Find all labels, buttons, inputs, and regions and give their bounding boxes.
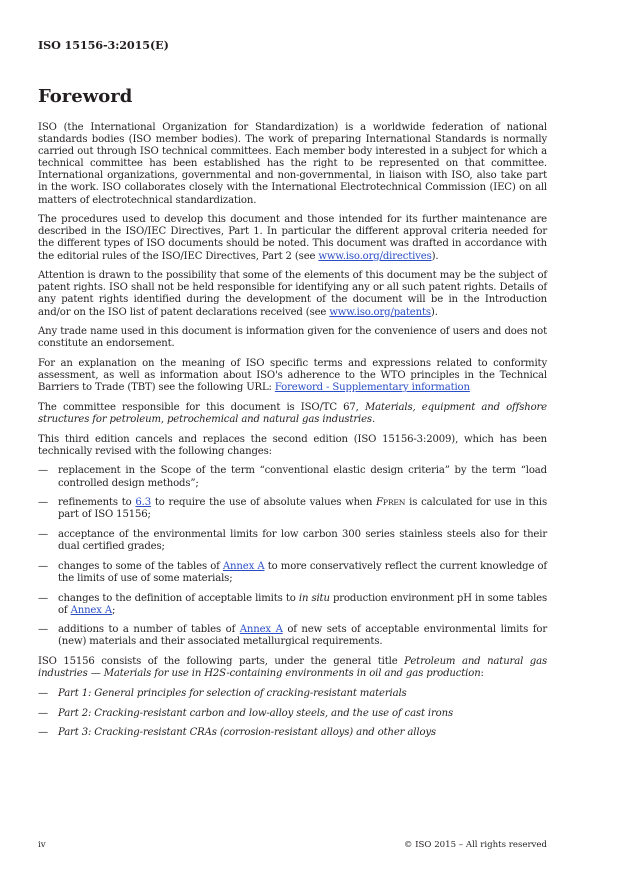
dash-bullet: — xyxy=(38,497,48,509)
paragraph-conformity: For an explanation on the meaning of ISO specific terms and expressions related to conformity assessment, as well as information about ISO's adherence to the WTO principles in the Technical Barriers to Trade (TBT) see the following URL: Foreword - Supplementary information xyxy=(38,357,547,394)
paragraph-patents: Attention is drawn to the possibility that some of the elements of this document may be the subject of patent rights. ISO shall not be held responsible for identifying any or all such patent rights. Details of any patent rights identified during the development of the document will be in the Introduction and/or on the ISO list of patent declarations received (see www.iso.org/patents). xyxy=(38,270,547,318)
paragraph-parts-intro: ISO 15156 consists of the following parts, under the general title Petroleum and natural gas industries — Materials for use in H2S-containing environments in oil and gas production: xyxy=(38,656,547,680)
paragraph-edition: This third edition cancels and replaces the second edition (ISO 15156-3:2009), which has been technically revised with the following changes: xyxy=(38,433,547,457)
paragraph-trade-name: Any trade name used in this document is information given for the convenience of users and does not constitute an endorsement. xyxy=(38,326,547,350)
dash-bullet: — xyxy=(38,624,48,636)
clause-6-3-link[interactable]: 6.3 xyxy=(135,497,152,509)
patents-link[interactable]: www.iso.org/patents xyxy=(329,306,431,318)
part-item: — Part 2: Cracking-resistant carbon and low-alloy steels, and the use of cast irons xyxy=(38,707,453,719)
dash-bullet: — xyxy=(38,560,48,572)
change-item: — refinements to 6.3 to require the use of absolute values when FPREN is calculated for use in this part of ISO 15156; xyxy=(38,497,547,521)
annex-a-link[interactable]: Annex A xyxy=(222,560,265,572)
paragraph-committee: The committee responsible for this document is ISO/TC 67, Materials, equipment and offshore structures for petroleum, petrochemical and natural gas industries. xyxy=(38,401,548,425)
dash-bullet: — xyxy=(38,707,48,719)
change-item: — replacement in the Scope of the term “conventional elastic design criteria” by the term “load controlled design methods”; xyxy=(38,465,547,489)
supplementary-info-link[interactable]: Foreword - Supplementary information xyxy=(274,382,470,394)
change-item: — changes to some of the tables of Annex A to more conservatively reflect the current knowledge of the limits of use of some materials; xyxy=(38,560,547,584)
dash-bullet: — xyxy=(38,687,48,699)
page-footer xyxy=(38,840,547,850)
dash-bullet: — xyxy=(38,592,48,604)
dash-bullet: — xyxy=(38,727,48,739)
directives-link[interactable]: www.iso.org/directives xyxy=(318,250,432,262)
page-number: iv xyxy=(38,840,46,850)
copyright-notice: © ISO 2015 – All rights reserved xyxy=(403,840,547,850)
change-item: — changes to the definition of acceptable limits to in situ production environment pH in some tables of Annex A; xyxy=(38,592,547,616)
annex-a-link[interactable]: Annex A xyxy=(70,604,112,616)
change-item: — acceptance of the environmental limits for low carbon 300 series stainless steels also for their dual certified grades; xyxy=(38,528,547,553)
part-item: — Part 1: General principles for selection of cracking-resistant materials xyxy=(38,687,407,699)
part-item: — Part 3: Cracking-resistant CRAs (corrosion-resistant alloys) and other alloys xyxy=(38,727,436,739)
dash-bullet: — xyxy=(38,528,48,540)
paragraph-procedures: The procedures used to develop this document and those intended for its further maintenance are described in the ISO/IEC Directives, Part 1. In particular the different approval criteria needed for the different types of ISO documents should be noted. This document was drafted in accordance with the editorial rules of the ISO/IEC Directives, Part 2 (see www.iso.org/directives). xyxy=(38,214,547,262)
document-id: ISO 15156-3:2015(E) xyxy=(38,38,169,52)
page-title: Foreword xyxy=(38,86,133,107)
foreword-body xyxy=(38,122,547,747)
annex-a-link[interactable]: Annex A xyxy=(239,624,283,636)
change-item: — additions to a number of tables of Annex A of new sets of acceptable environmental limits for (new) materials and their associated metallurgical requirements. xyxy=(38,624,547,648)
paragraph-iso-intro: ISO (the International Organization for Standardization) is a worldwide federation of national standards bodies (ISO member bodies). The work of preparing International Standards is normally carried out through ISO technical committees. Each member body interested in a subject for which a technical committee has been established has the right to be represented on that committee. International organizations, governmental and non-governmental, in liaison with ISO, also take part in the work. ISO collaborates closely with the International Electrotechnical Commission (IEC) on all matters of electrotechnical standardization. xyxy=(38,122,547,206)
dash-bullet: — xyxy=(38,465,48,477)
